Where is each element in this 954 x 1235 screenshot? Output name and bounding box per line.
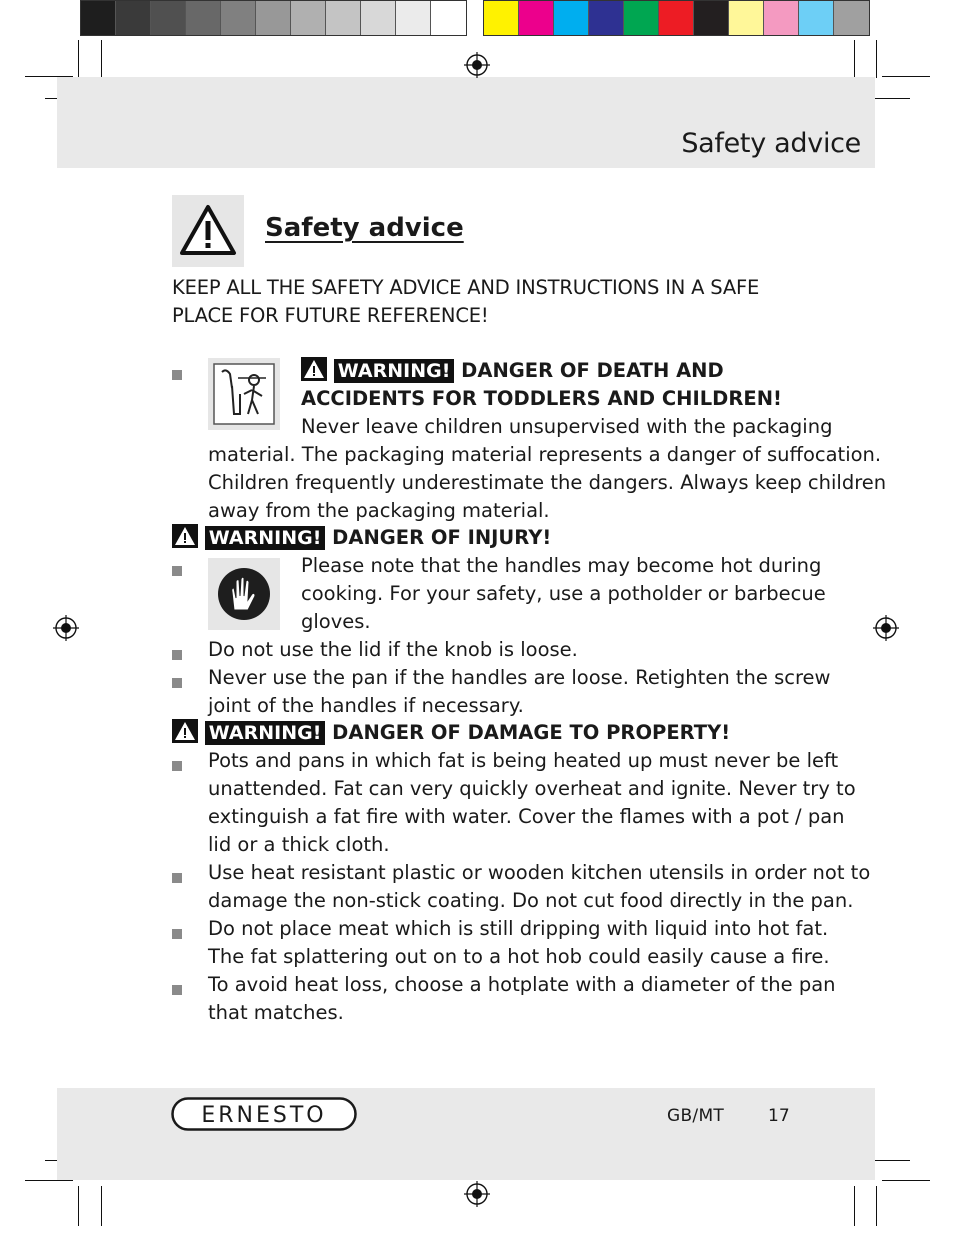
- ernesto-logo: [171, 1097, 357, 1131]
- process-swatch: [729, 1, 764, 35]
- list-item: unattended. Fat can very quickly overheat and ignite. Never try to: [208, 777, 856, 800]
- process-color-bar: [483, 0, 870, 36]
- protective-gloves-icon: [208, 558, 280, 630]
- bullet: [172, 678, 182, 688]
- list-item: To avoid heat loss, choose a hotplate with a diameter of the pan: [208, 973, 836, 996]
- crop-mark: [876, 1186, 877, 1226]
- gray-swatch: [81, 1, 116, 35]
- warning-title: ACCIDENTS FOR TODDLERS AND CHILDREN!: [301, 387, 782, 410]
- paragraph-line: Please note that the handles may become hot during: [301, 554, 822, 577]
- intro-line: PLACE FOR FUTURE REFERENCE!: [172, 304, 489, 327]
- crop-mark: [101, 40, 102, 78]
- process-swatch: [764, 1, 799, 35]
- registration-mark-icon: [464, 52, 490, 78]
- child-danger-icon: [208, 358, 280, 430]
- section-heading: Safety advice: [265, 213, 464, 243]
- bullet: [172, 873, 182, 883]
- crop-mark: [101, 1186, 102, 1226]
- warning-title: DANGER OF INJURY!: [332, 526, 552, 549]
- warning-heading-child: [301, 357, 724, 385]
- list-item: damage the non-stick coating. Do not cut food directly in the pan.: [208, 889, 854, 912]
- list-item: lid or a thick cloth.: [208, 833, 390, 856]
- warning-title: DANGER OF DEATH AND: [461, 359, 724, 382]
- gray-swatch: [256, 1, 291, 35]
- warning-title: DANGER OF DAMAGE TO PROPERTY!: [332, 721, 731, 744]
- page-title: Safety advice: [681, 128, 861, 159]
- gray-swatch: [291, 1, 326, 35]
- warning-badge: WARNING!: [205, 526, 326, 550]
- registration-mark-icon: [53, 615, 79, 641]
- bullet: [172, 985, 182, 995]
- warning-triangle-icon: [301, 357, 327, 381]
- gray-swatch: [361, 1, 396, 35]
- paragraph-line: Children frequently underestimate the dangers. Always keep children: [208, 471, 887, 494]
- crop-mark: [25, 1180, 73, 1181]
- warning-heading-property: [172, 719, 730, 747]
- process-swatch: [834, 1, 869, 35]
- bullet: [172, 370, 182, 380]
- crop-mark: [882, 1180, 930, 1181]
- warning-badge: WARNING!: [334, 359, 455, 383]
- gray-swatch: [221, 1, 256, 35]
- bullet: [172, 566, 182, 576]
- list-item: that matches.: [208, 1001, 344, 1024]
- process-swatch: [799, 1, 834, 35]
- process-swatch: [659, 1, 694, 35]
- process-swatch: [694, 1, 729, 35]
- paragraph-line: Never leave children unsupervised with the packaging: [301, 415, 833, 438]
- list-item: Pots and pans in which fat is being heated up must never be left: [208, 749, 839, 772]
- crop-mark: [78, 1186, 79, 1226]
- warning-heading-injury: [172, 524, 551, 552]
- crop-mark: [876, 40, 877, 78]
- gray-color-bar: [80, 0, 467, 36]
- process-swatch: [519, 1, 554, 35]
- paragraph-line: away from the packaging material.: [208, 499, 550, 522]
- gray-swatch: [396, 1, 431, 35]
- list-item: Do not use the lid if the knob is loose.: [208, 638, 578, 661]
- registration-mark-icon: [464, 1181, 490, 1207]
- warning-triangle-icon: [172, 195, 244, 267]
- gray-swatch: [431, 1, 466, 35]
- bullet: [172, 650, 182, 660]
- bullet: [172, 929, 182, 939]
- footer-region: GB/MT: [667, 1106, 725, 1126]
- gloves-icon-box: [208, 558, 280, 630]
- paragraph-line: material. The packaging material represents a danger of suffocation.: [208, 443, 882, 466]
- warning-triangle-icon: [172, 719, 198, 743]
- child-danger-icon-box: [208, 358, 280, 430]
- list-item: Never use the pan if the handles are loose. Retighten the screw: [208, 666, 831, 689]
- list-item: Do not place meat which is still dripping with liquid into hot fat.: [208, 917, 829, 940]
- gray-swatch: [151, 1, 186, 35]
- page-number: 17: [768, 1106, 790, 1126]
- svg-text:ERNESTO: ERNESTO: [201, 1103, 327, 1128]
- list-item: The fat splattering out on to a hot hob could easily cause a fire.: [208, 945, 830, 968]
- intro-line: KEEP ALL THE SAFETY ADVICE AND INSTRUCTIONS IN A SAFE: [172, 276, 760, 299]
- process-swatch: [484, 1, 519, 35]
- gray-swatch: [186, 1, 221, 35]
- paragraph-line: gloves.: [301, 610, 371, 633]
- bullet: [172, 761, 182, 771]
- process-swatch: [554, 1, 589, 35]
- registration-mark-icon: [873, 615, 899, 641]
- crop-mark: [870, 1160, 910, 1161]
- warning-icon-box: [172, 195, 244, 267]
- gray-swatch: [116, 1, 151, 35]
- list-item: Use heat resistant plastic or wooden kitchen utensils in order not to: [208, 861, 871, 884]
- warning-badge: WARNING!: [205, 721, 326, 745]
- list-item: extinguish a fat fire with water. Cover the flames with a pot / pan: [208, 805, 845, 828]
- crop-mark: [854, 1186, 855, 1226]
- crop-mark: [78, 40, 79, 78]
- crop-mark: [882, 76, 930, 77]
- crop-mark: [870, 98, 910, 99]
- warning-triangle-icon: [172, 524, 198, 548]
- crop-mark: [854, 40, 855, 78]
- gray-swatch: [326, 1, 361, 35]
- paragraph-line: cooking. For your safety, use a potholder or barbecue: [301, 582, 826, 605]
- list-item: joint of the handles if necessary.: [208, 694, 524, 717]
- process-swatch: [589, 1, 624, 35]
- process-swatch: [624, 1, 659, 35]
